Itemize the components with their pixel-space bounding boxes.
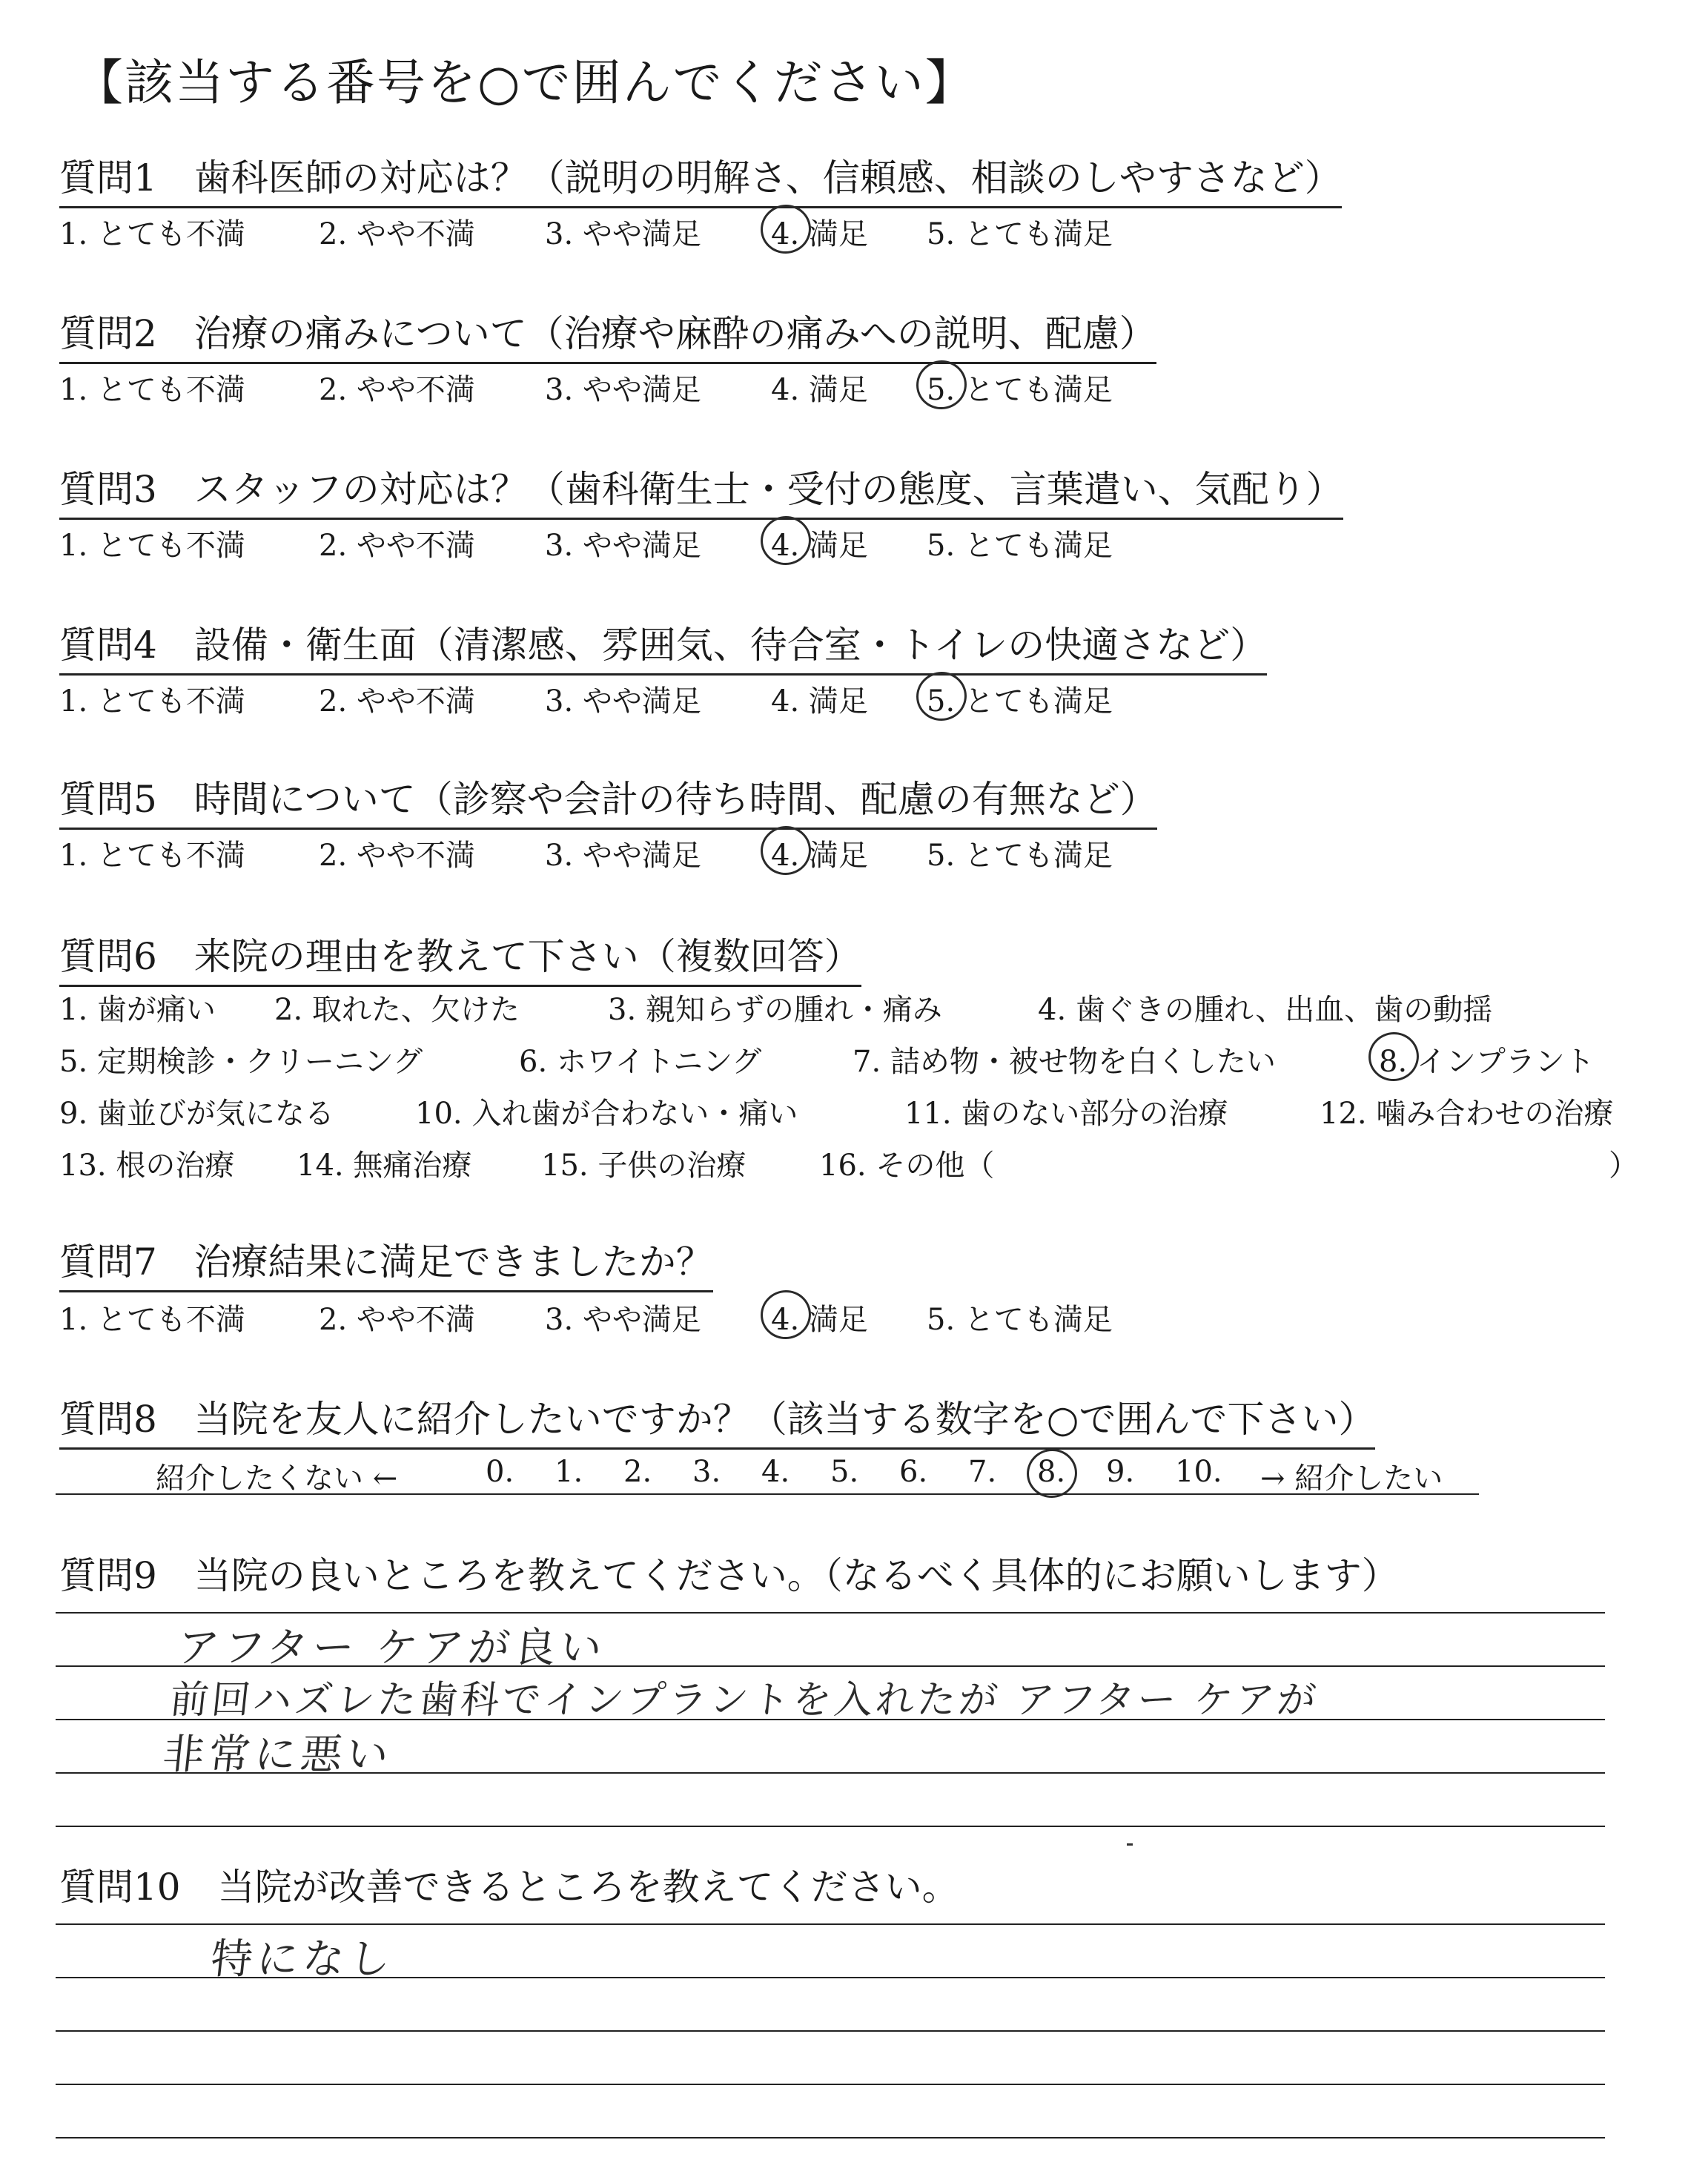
scale-right-label: → 紹介したい <box>1260 1462 1443 1496</box>
question-9-heading: 質問9 当院の良いところを教えてください。（なるべく具体的にお願いします） <box>59 1554 1399 1597</box>
reason-13[interactable]: 13. 根の治療 <box>59 1149 235 1183</box>
q2-option-4[interactable]: 4. 満足 <box>771 373 868 407</box>
q4-option-3[interactable]: 3. やや満足 <box>545 684 701 719</box>
q2-option-3[interactable]: 3. やや満足 <box>545 373 701 407</box>
scale-1[interactable]: 1. <box>555 1455 583 1489</box>
scale-8-selected[interactable]: 8. <box>1037 1455 1066 1489</box>
q1-option-4-selected[interactable]: 4. 満足 <box>771 211 868 253</box>
q4-option-2[interactable]: 2. やや不満 <box>319 684 475 719</box>
q10-answer-line-1[interactable]: 特になし <box>208 1935 397 1984</box>
q4-option-4[interactable]: 4. 満足 <box>771 684 868 719</box>
question-4-heading: 質問4 設備・衛生面（清潔感、雰囲気、待合室・トイレの快適さなど） <box>59 615 1267 676</box>
scale-7[interactable]: 7. <box>968 1455 997 1489</box>
reason-3[interactable]: 3. 親知らずの腫れ・痛み <box>608 993 942 1027</box>
q1-option-3[interactable]: 3. やや満足 <box>545 217 701 251</box>
q3-option-4-selected[interactable]: 4. 満足 <box>771 522 868 564</box>
scale-9[interactable]: 9. <box>1106 1455 1135 1489</box>
reason-8-selected[interactable]: 8. インプラント <box>1379 1038 1595 1080</box>
reason-9[interactable]: 9. 歯並びが気になる <box>59 1097 334 1131</box>
q4-option-5-selected[interactable]: 5. とても満足 <box>927 678 1113 720</box>
q1-option-5[interactable]: 5. とても満足 <box>927 217 1113 251</box>
q5-option-1[interactable]: 1. とても不満 <box>59 839 245 873</box>
scale-5[interactable]: 5. <box>830 1455 859 1489</box>
scale-0[interactable]: 0. <box>486 1455 514 1489</box>
q7-option-5[interactable]: 5. とても満足 <box>927 1303 1113 1337</box>
q7-option-4-selected[interactable]: 4. 満足 <box>771 1296 868 1338</box>
q8-underline <box>56 1493 1479 1495</box>
question-5-heading: 質問5 時間について（診察や会計の待ち時間、配慮の有無など） <box>59 770 1157 830</box>
reason-10[interactable]: 10. 入れ歯が合わない・痛い <box>415 1097 798 1131</box>
scale-10[interactable]: 10. <box>1175 1455 1222 1489</box>
q1-option-2[interactable]: 2. やや不満 <box>319 217 475 251</box>
question-8-heading: 質問8 当院を友人に紹介したいですか？（該当する数字を○で囲んで下さい） <box>59 1390 1375 1450</box>
question-2-heading: 質問2 治療の痛みについて（治療や麻酔の痛みへの説明、配慮） <box>59 304 1156 364</box>
reason-7[interactable]: 7. 詰め物・被せ物を白くしたい <box>853 1045 1276 1079</box>
q10-line-3 <box>56 2030 1605 2032</box>
q2-option-5-selected[interactable]: 5. とても満足 <box>927 366 1113 409</box>
q10-line-1 <box>56 1923 1605 1925</box>
scale-6[interactable]: 6. <box>899 1455 928 1489</box>
q9-answer-line-3[interactable]: 非常に悪い <box>160 1731 395 1779</box>
reason-15[interactable]: 15. 子供の治療 <box>541 1149 747 1183</box>
reason-2[interactable]: 2. 取れた、欠けた <box>274 993 520 1027</box>
q9-answer-line-1[interactable]: アフター ケアが良い <box>175 1624 609 1672</box>
q7-option-3[interactable]: 3. やや満足 <box>545 1303 701 1337</box>
question-1-heading: 質問1 歯科医師の対応は？（説明の明解さ、信頼感、相談のしやすさなど） <box>59 148 1342 208</box>
reason-4[interactable]: 4. 歯ぐきの腫れ、出血、歯の動揺 <box>1038 993 1493 1027</box>
reason-16-other[interactable]: 16. その他（ <box>819 1149 995 1183</box>
q10-line-5 <box>56 2137 1605 2138</box>
reason-6[interactable]: 6. ホワイトニング <box>519 1045 762 1079</box>
q1-option-1[interactable]: 1. とても不満 <box>59 217 245 251</box>
q5-option-4-selected[interactable]: 4. 満足 <box>771 832 868 874</box>
question-10-heading: 質問10 当院が改善できるところを教えてください。 <box>59 1866 959 1909</box>
question-3-heading: 質問3 スタッフの対応は？（歯科衛生士・受付の態度、言葉遣い、気配り） <box>59 460 1343 520</box>
q3-option-1[interactable]: 1. とても不満 <box>59 529 245 563</box>
q3-option-3[interactable]: 3. やや満足 <box>545 529 701 563</box>
reason-14[interactable]: 14. 無痛治療 <box>297 1149 472 1183</box>
question-6-heading: 質問6 来院の理由を教えて下さい（複数回答） <box>59 927 861 987</box>
scale-2[interactable]: 2. <box>623 1455 652 1489</box>
q9-line-5 <box>56 1826 1605 1827</box>
reason-11[interactable]: 11. 歯のない部分の治療 <box>904 1097 1228 1131</box>
q3-option-2[interactable]: 2. やや不満 <box>319 529 475 563</box>
q9-answer-line-2[interactable]: 前回ハズレた歯科でインプラントを入れたが アフター ケアが <box>168 1678 1321 1723</box>
page-title: 【該当する番号を○で囲んでください】 <box>74 54 976 111</box>
q10-line-4 <box>56 2084 1605 2085</box>
q5-option-3[interactable]: 3. やや満足 <box>545 839 701 873</box>
q4-option-1[interactable]: 1. とても不満 <box>59 684 245 719</box>
question-7-heading: 質問7 治療結果に満足できましたか？ <box>59 1232 713 1292</box>
q7-option-1[interactable]: 1. とても不満 <box>59 1303 245 1337</box>
q7-option-2[interactable]: 2. やや不満 <box>319 1303 475 1337</box>
q5-option-5[interactable]: 5. とても満足 <box>927 839 1113 873</box>
q5-option-2[interactable]: 2. やや不満 <box>319 839 475 873</box>
q3-option-5[interactable]: 5. とても満足 <box>927 529 1113 563</box>
q9-line-1 <box>56 1612 1605 1614</box>
scale-3[interactable]: 3. <box>692 1455 721 1489</box>
paper-speck <box>1127 1843 1133 1846</box>
scale-4[interactable]: 4. <box>761 1455 790 1489</box>
reason-1[interactable]: 1. 歯が痛い <box>59 993 216 1027</box>
q2-option-1[interactable]: 1. とても不満 <box>59 373 245 407</box>
reason-5[interactable]: 5. 定期検診・クリーニング <box>59 1045 423 1079</box>
other-close-paren: ） <box>1609 1149 1638 1183</box>
scale-left-label: 紹介したくない ← <box>156 1462 398 1496</box>
reason-12[interactable]: 12. 噛み合わせの治療 <box>1320 1097 1614 1131</box>
q2-option-2[interactable]: 2. やや不満 <box>319 373 475 407</box>
